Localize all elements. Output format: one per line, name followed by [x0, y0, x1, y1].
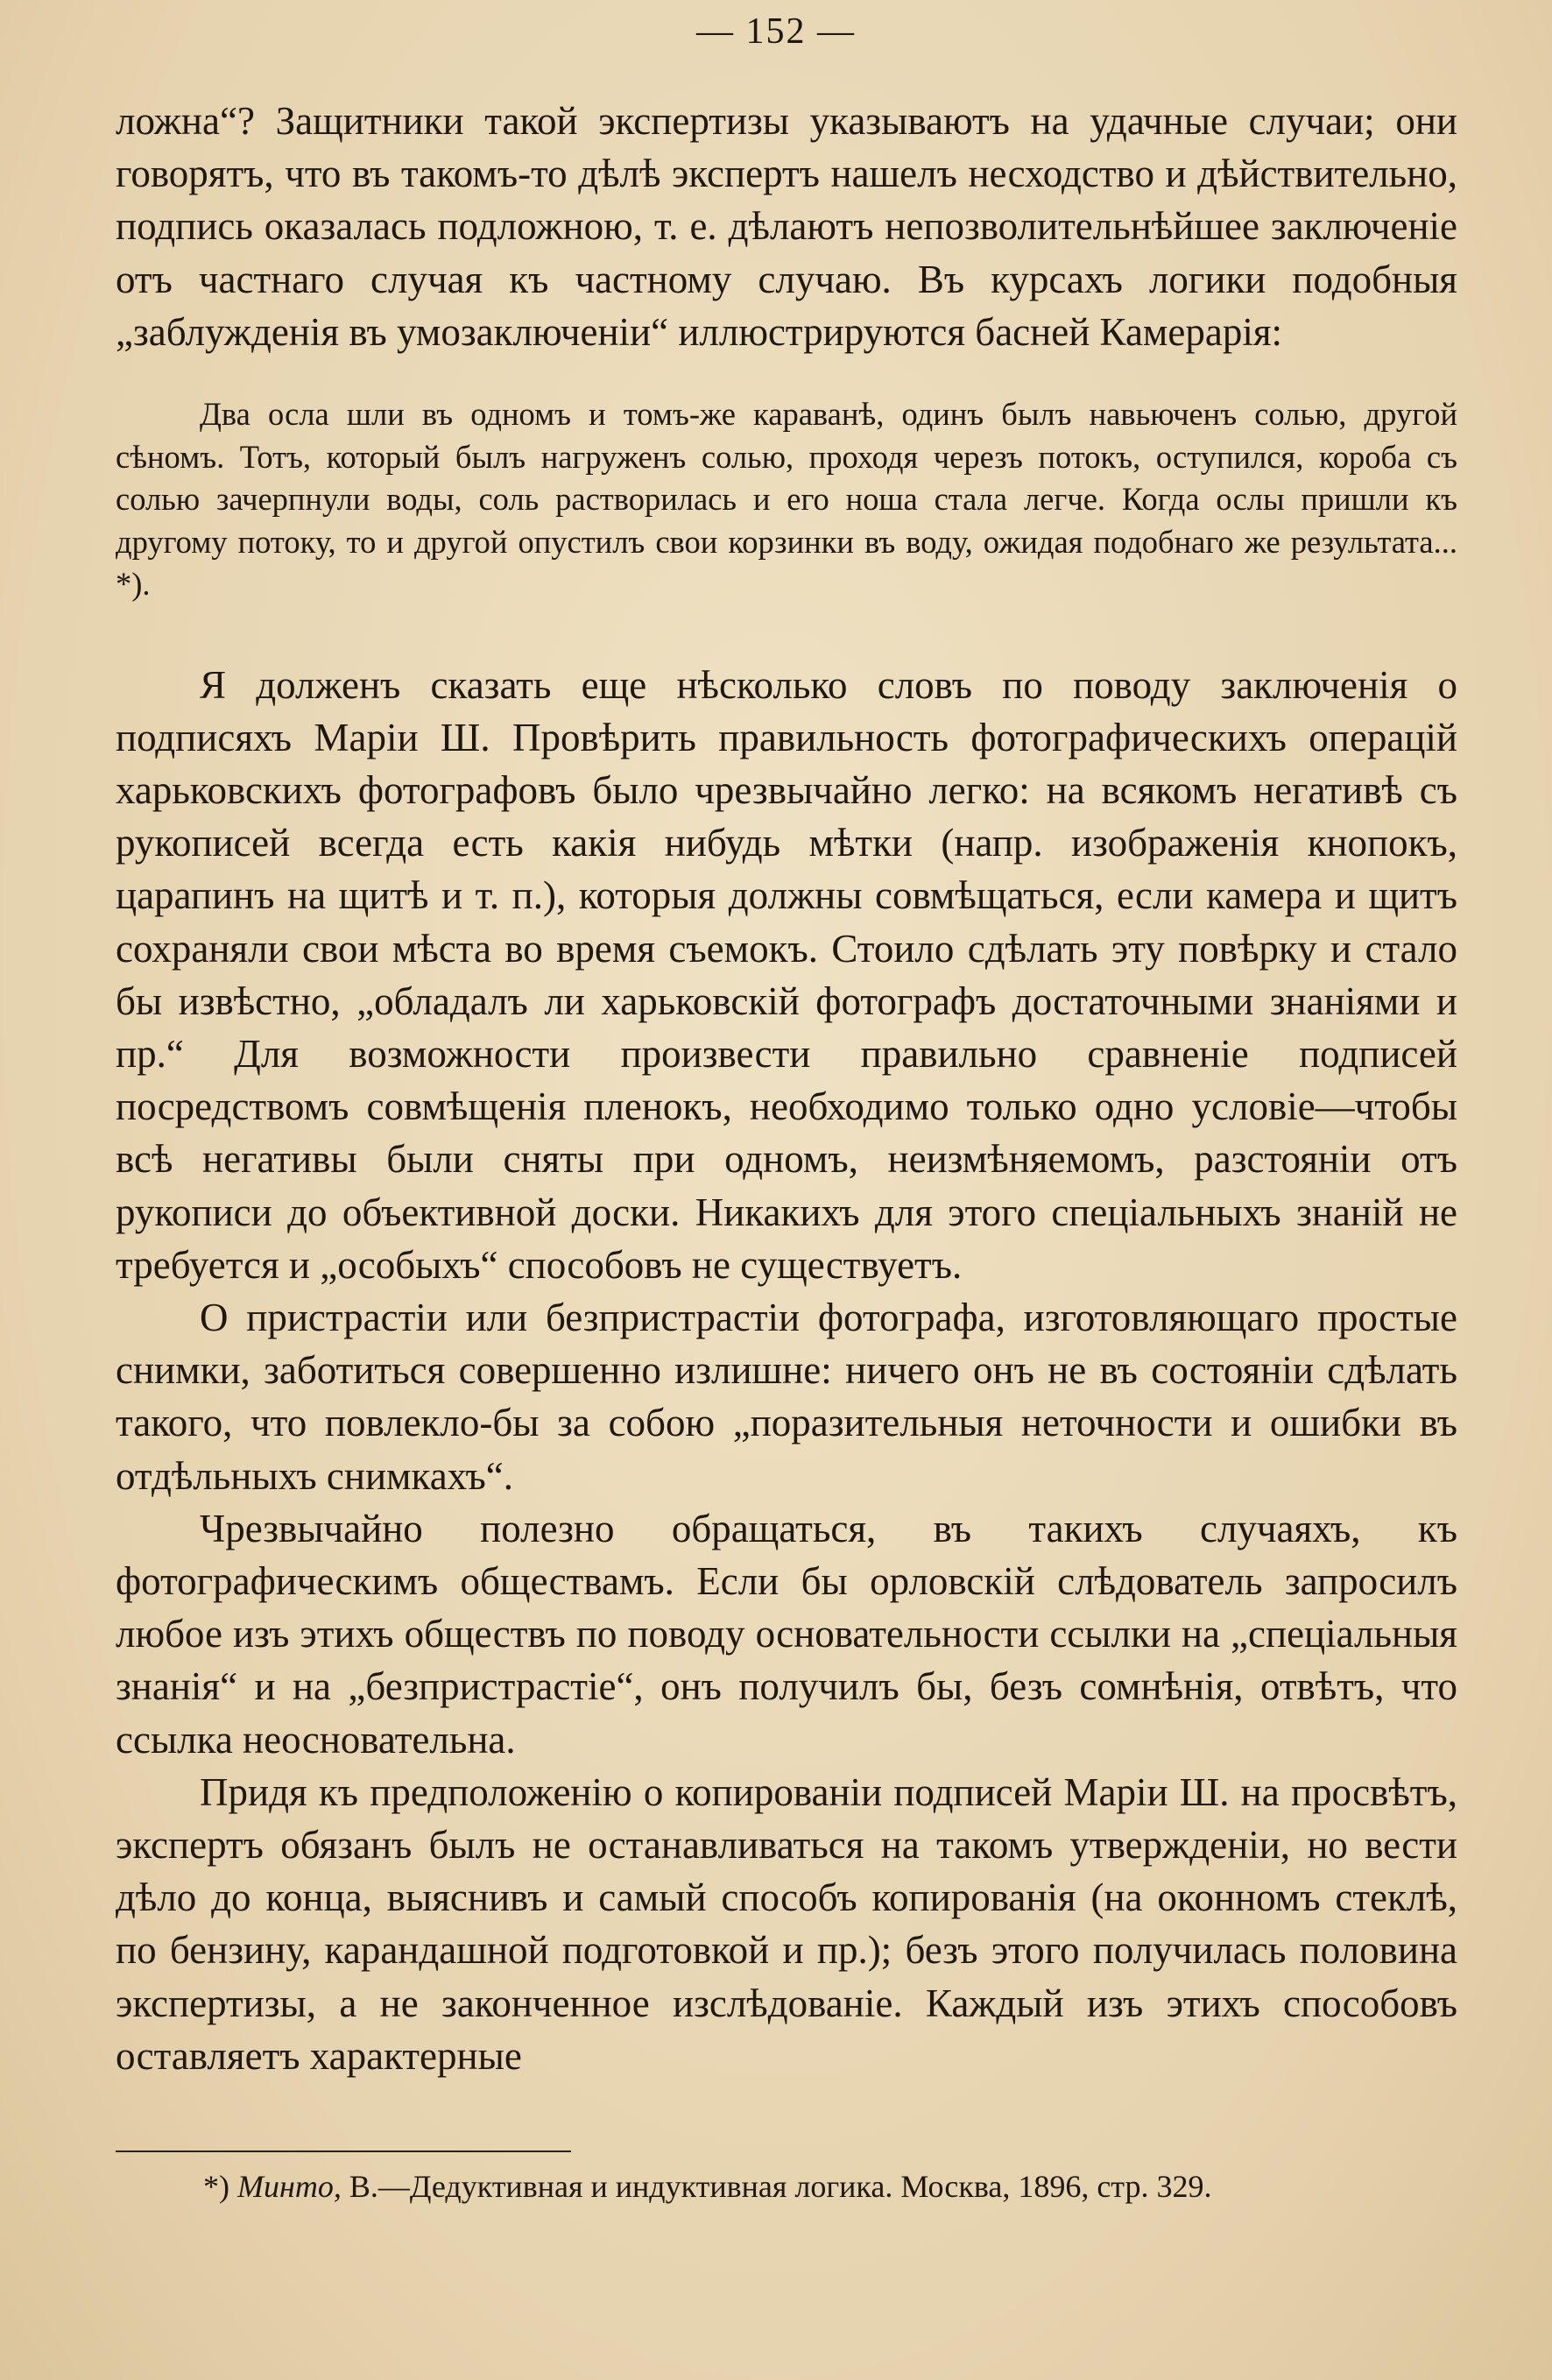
- footnote-divider: [116, 2150, 571, 2152]
- quoted-fable: Два осла шли въ одномъ и томъ-же караванѣ, одинъ былъ навьюченъ солью, другой сѣномъ. Тотъ, который былъ нагруженъ солью, проходя черезъ потокъ, оступился, короба съ солью зачерпнули воды, соль растворилась и его ноша стала легче. Когда ослы пришли къ другому потоку, то и другой опустилъ свои корзинки въ воду, ожидая подобнаго же результата... *).: [116, 396, 1457, 603]
- footnote-text: В.—Дедуктивная и индуктивная логика. Москва, 1896, стр. 329.: [349, 2169, 1212, 2204]
- main-text: [116, 95, 1457, 2082]
- paragraph-1: ложна“? Защитники такой экспертизы указываютъ на удачные случаи; они говорятъ, что въ такомъ-то дѣлѣ экспертъ нашелъ несходство и дѣйствительно, подпись оказалась подложною, т. е. дѣлаютъ непозволительнѣйшее заключеніе отъ частнаго случая къ частному случаю. Въ курсахъ логики подобныя „заблужденія въ умозаключеніи“ иллюстрируются басней Камерарія:: [116, 99, 1457, 354]
- footnote: [203, 2165, 1456, 2207]
- paragraph-2: Я долженъ сказать еще нѣсколько словъ по поводу заключенія о подписяхъ Маріи Ш. Провѣрить правильность фотографическихъ операцій харьковскихъ фотографовъ было чрезвычайно легко: на всякомъ негативѣ съ рукописей всегда есть какія нибудь мѣтки (напр. изображенія кнопокъ, царапинъ на щитѣ и т. п.), которыя должны совмѣщаться, если камера и щитъ сохраняли свои мѣста во время съемокъ. Стоило сдѣлать эту повѣрку и стало бы извѣстно, „обладалъ ли харьковскій фотографъ достаточными знаніями и пр.“ Для возможности произвести правильно сравненіе подписей посредствомъ совмѣщенія пленокъ, необходимо только одно условіе—чтобы всѣ негативы были сняты при одномъ, неизмѣняемомъ, разстояніи отъ рукописи до объективной доски. Никакихъ для этого спеціальныхъ знаній не требуется и „особыхъ“ способовъ не существуетъ.: [116, 662, 1457, 1287]
- paragraph-3: О пристрастіи или безпристрастіи фотографа, изготовляющаго простые снимки, заботиться совершенно излишне: ничего онъ не въ состояніи сдѣлать такого, что повлекло-бы за собою „поразительныя неточности и ошибки въ отдѣльныхъ снимкахъ“.: [116, 1295, 1457, 1498]
- paragraph-5: Придя къ предположенію о копированіи подписей Маріи Ш. на просвѣтъ, экспертъ обязанъ былъ не останавливаться на такомъ утвержденіи, но вести дѣло до конца, выяснивъ и самый способъ копированія (на оконномъ стеклѣ, по бензину, карандашной подготовкой и пр.); безъ этого получилась половина экспертизы, а не законченное изслѣдованіе. Каждый изъ этихъ способовъ оставляетъ характерные: [116, 1769, 1457, 2078]
- footnote-marker: *): [203, 2169, 229, 2204]
- page-number: — 152 —: [696, 11, 856, 52]
- paragraph-4: Чрезвычайно полезно обращаться, въ такихъ случаяхъ, къ фотографическимъ обществамъ. Если бы орловскій слѣдователь запросилъ любое изъ этихъ обществъ по поводу основательности ссылки на „спеціальныя знанія“ и на „безпристрастіе“, онъ получилъ бы, безъ сомнѣнія, отвѣтъ, что ссылка неосновательна.: [116, 1506, 1457, 1762]
- footnote-author: Минто,: [237, 2169, 342, 2204]
